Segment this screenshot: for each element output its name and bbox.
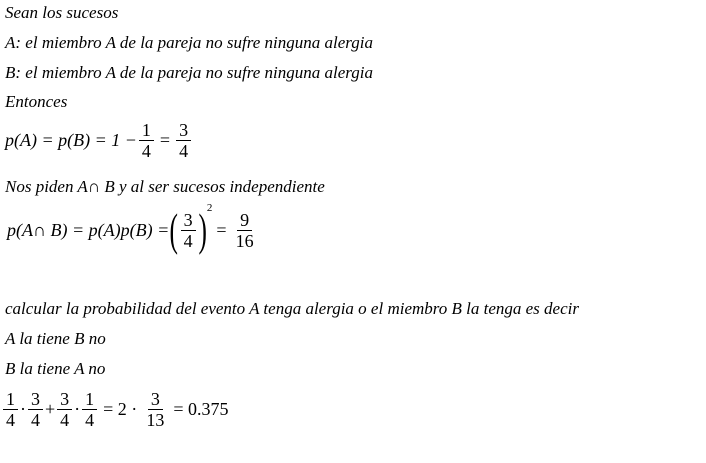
eq2-result-numerator: 9 [237,210,252,231]
eq1-lhs: p(A) = p(B) = 1 − [5,130,137,150]
eq2-lhs: p(A∩ B) = p(A)p(B) = [7,219,170,240]
eq3-fraction-d [82,389,97,430]
line-a-la-tiene: A la tiene B no [5,329,106,348]
eq2-equals: = [216,219,227,240]
line-calcular: calcular la probabilidad del evento A tenga alergia o el miembro B la tenga es decir [5,299,579,318]
eq3-middle: = 2 · [103,399,138,419]
eq3-e-numerator: 3 [148,389,163,410]
equation-p-a [5,120,193,161]
event-a-symbol: A [5,33,16,52]
eq3-fraction-c [57,389,72,430]
eq3-a-numerator: 1 [3,389,18,410]
eq3-dot-1: · [20,399,26,419]
eq3-final-result: = 0.375 [173,399,229,419]
eq1-f2-numerator: 3 [176,120,191,141]
eq1-fraction-2 [176,120,191,161]
eq2-base-denominator: 4 [183,230,193,251]
event-b-description: : el miembro A de la pareja no sufre ninguna alergia [15,63,373,82]
line-entonces: Entonces [5,92,68,111]
right-paren-icon: ) [198,204,207,255]
left-paren-icon: ( [169,204,179,255]
line-sean-sucesos: Sean los sucesos [5,3,119,22]
eq2-base-numerator: 3 [181,210,196,231]
event-b-symbol: B [5,63,16,82]
eq1-f1-numerator: 1 [139,120,154,141]
eq1-equals: = [159,130,171,150]
eq1-f2-denominator: 4 [179,141,189,161]
eq3-plus: + [45,399,56,419]
eq3-e-denominator: 13 [146,410,165,430]
eq1-f1-denominator: 4 [141,141,151,161]
equation-intersection [7,202,259,255]
eq3-fraction-e [143,389,167,430]
line-suceso-b [5,63,373,83]
eq3-b-denominator: 4 [31,410,40,430]
eq1-fraction-1 [139,120,154,161]
eq3-dot-2: · [74,399,81,419]
eq2-exponent: 2 [206,202,213,214]
eq2-fraction-base [181,210,196,251]
equation-result [1,389,232,430]
eq2-fraction-result [233,210,257,251]
eq3-c-denominator: 4 [60,410,70,430]
eq3-fraction-a [3,389,18,430]
eq3-d-numerator: 1 [82,389,97,410]
eq3-d-denominator: 4 [85,410,95,430]
eq3-b-numerator: 3 [28,389,43,410]
line-suceso-a [5,33,373,53]
eq3-a-denominator: 4 [6,410,15,430]
line-b-la-tiene: B la tiene A no [5,359,106,378]
eq2-result-denominator: 16 [235,230,254,251]
event-a-description: : el miembro A de la pareja no sufre ninguna alergia [15,33,373,52]
eq3-c-numerator: 3 [57,389,72,410]
eq3-fraction-b [28,389,43,430]
line-nos-piden: Nos piden A∩ B y al ser sucesos independiente [5,177,325,196]
